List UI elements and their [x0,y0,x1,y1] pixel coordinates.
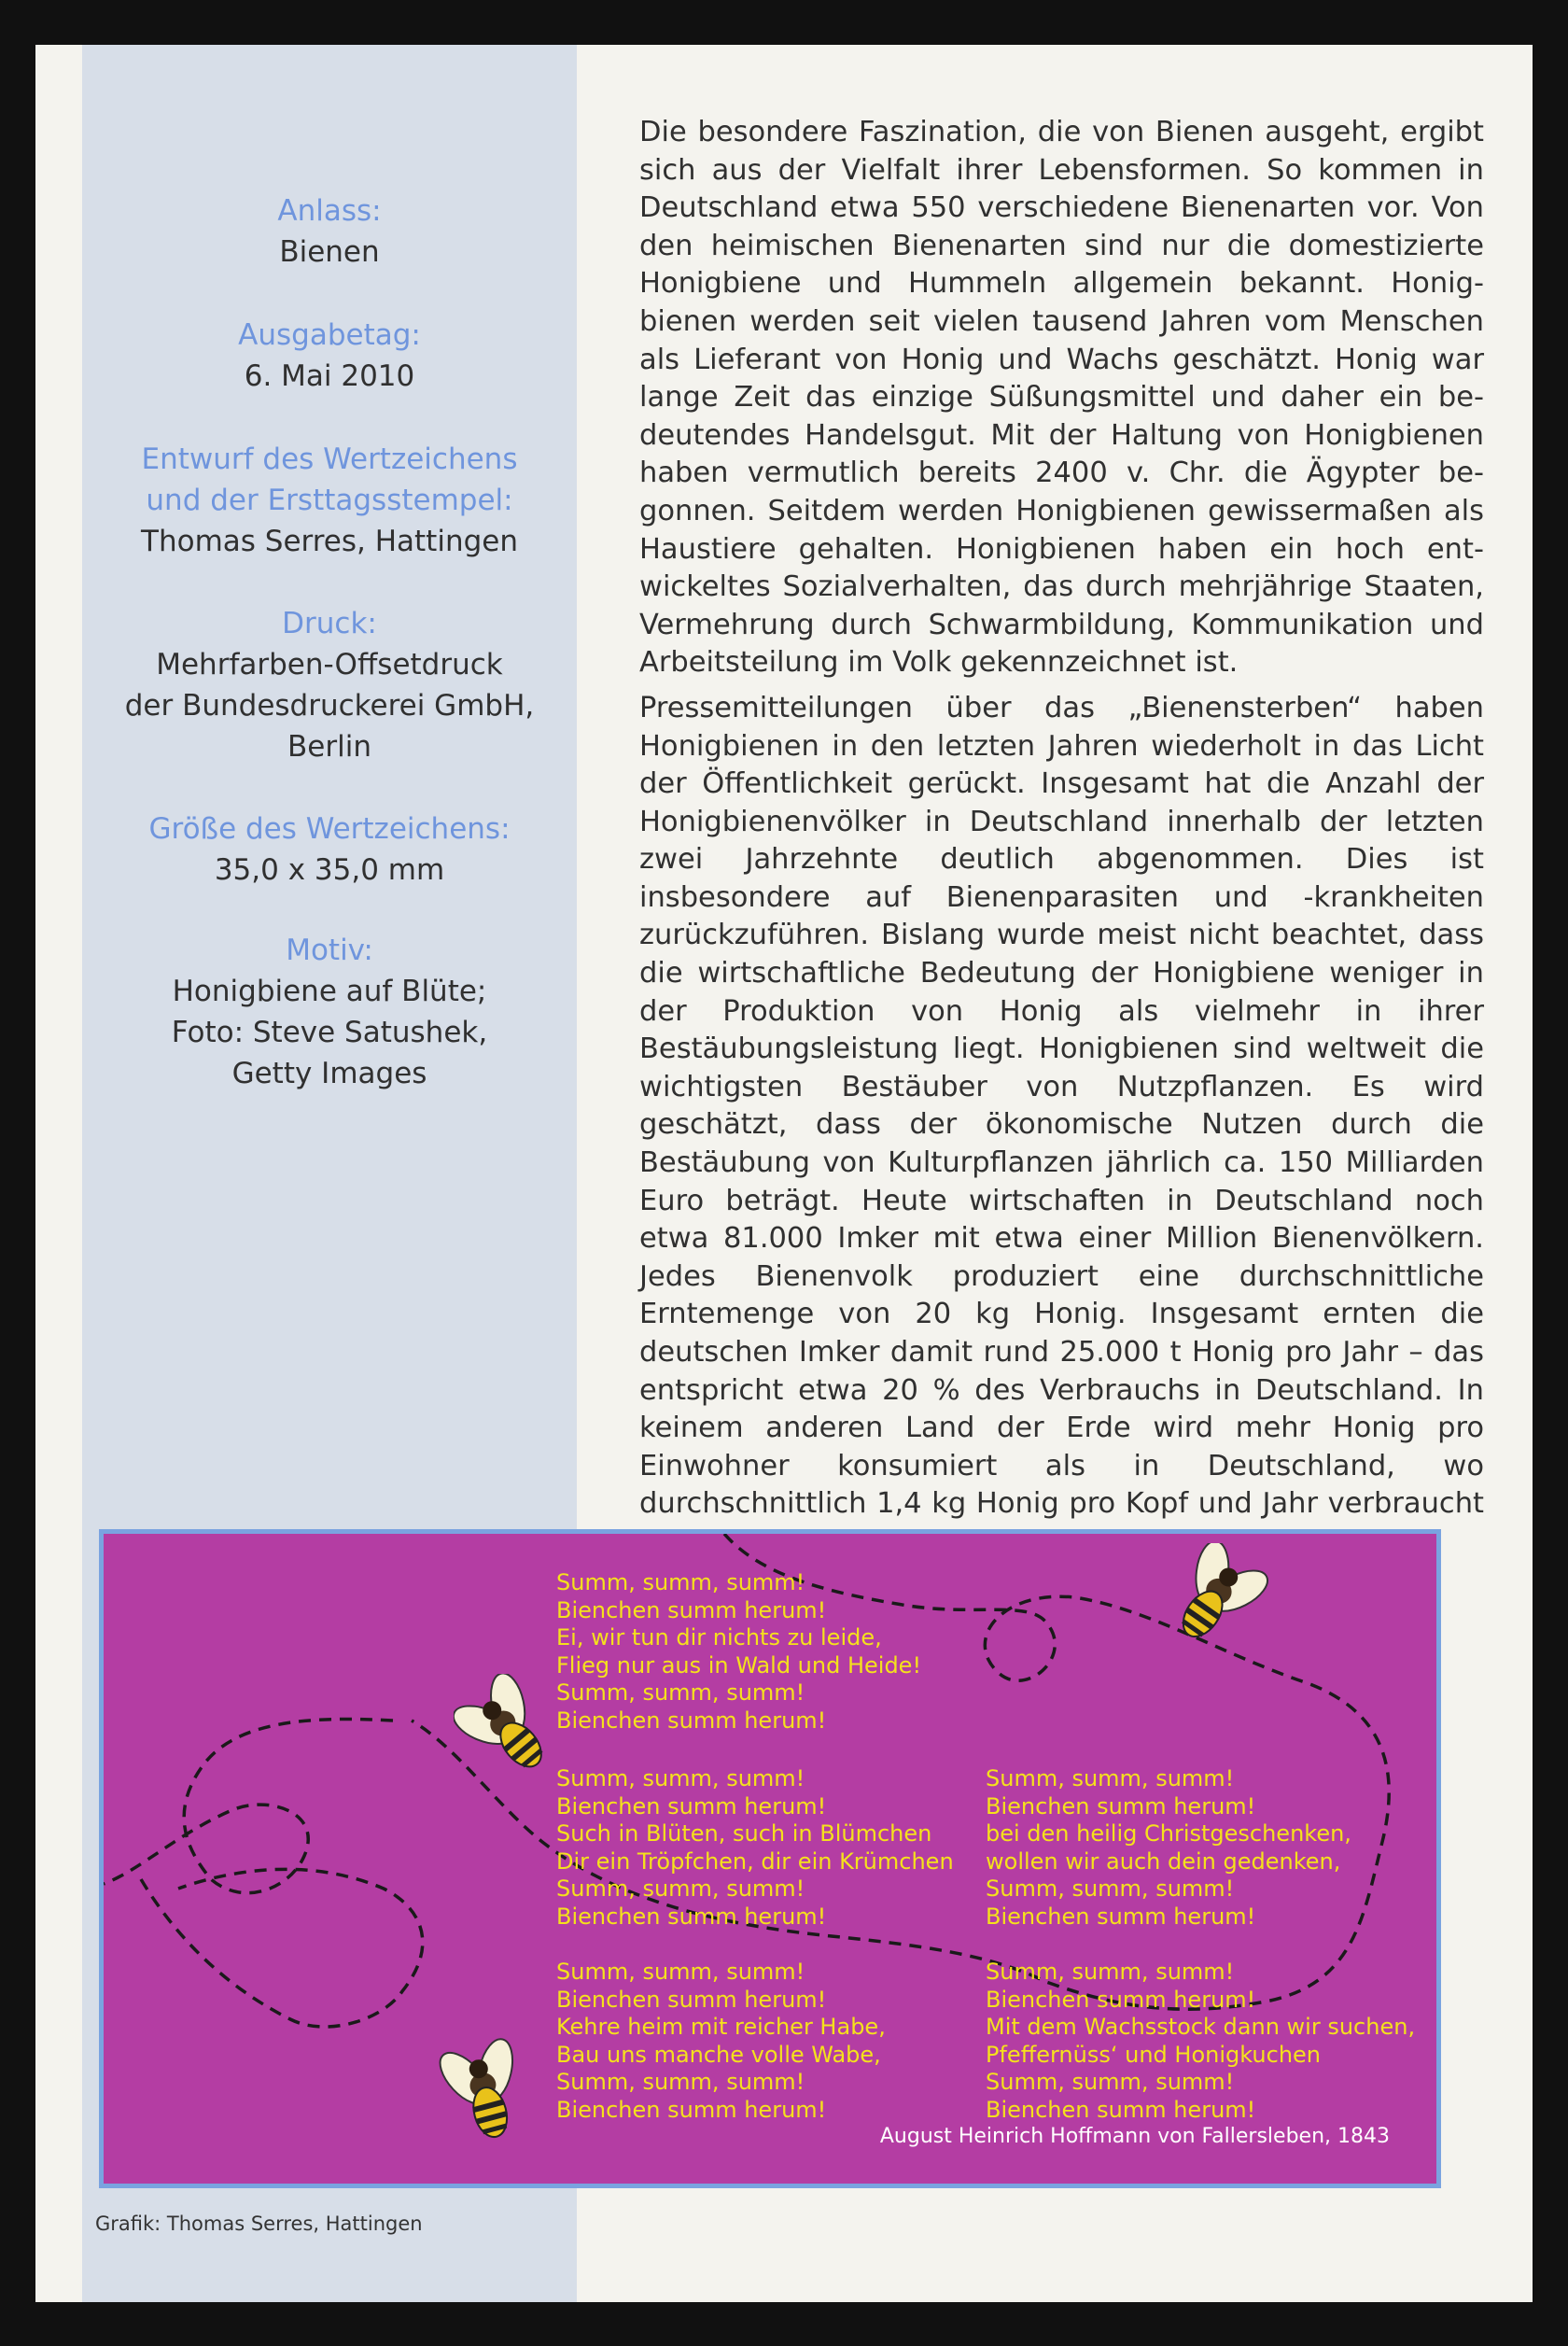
poem-line: Pfeffernüss‘ und Honigkuchen [986,2041,1322,2068]
poem-line: Bau uns manche volle Wabe, [556,2041,881,2068]
meta-value: Mehrfarben-Offsetdruck [156,648,503,681]
graphic-credit: Grafik: Thomas Serres, Hattingen [95,2213,423,2235]
meta-label: Größe des Wertzeichens: [148,812,511,846]
meta-label: Entwurf des Wertzeichens [141,443,518,476]
poem-line: Mit dem Wachsstock dann wir suchen, [986,2014,1416,2040]
poem-line: Summ, summ, summ! [986,1875,1235,1902]
meta-print [82,603,577,767]
poem-stanza [556,1765,954,1931]
honeybee-illustration [1158,1543,1270,1655]
poem-stanza [556,1959,886,2124]
meta-value: 6. Mai 2010 [244,359,415,393]
poem-line: Dir ein Tröpfchen, dir ein Krümchen [556,1847,954,1875]
poem-line: Summ, summ, summ! [986,1959,1235,1985]
poem-line: Summ, summ, summ! [556,1679,805,1706]
article-paragraph: Die besondere Faszination, die von Bienen ausgeht, ergibt sich aus der Vielfalt ihrer Lebensformen. So kommen in Deutschland etwa 550 verschiedene Bienenarten vor. Von den heimischen Bienenarten sind nur die domestizierte Honigbiene und Hummeln allgemein bekannt. Honigbienen werden seit vielen tausend Jahren vom Menschen als Lieferant von Honig und Wachs geschätzt. Honig war lange Zeit das einzige Süßungsmittel und daher ein bedeutendes Handelsgut. Mit der Haltung von Honigbienen haben vermutlich bereits 2400 v. Chr. die Ägypter begonnen. Seitdem werden Honigbienen gewissermaßen als Haustiere gehalten. Honigbienen haben ein hoch entwickeltes Sozialverhalten, das durch mehrjährige Staaten, Vermehrung durch Schwarmbildung, Kommunikation und Arbeitsteilung im Volk gekennzeichnet ist. [639,116,1484,680]
meta-issue-date [82,315,577,397]
poem-line: Bienchen summ herum! [556,1792,827,1819]
poem-line: Summ, summ, summ! [986,1765,1235,1791]
poem-stanza [986,1765,1351,1931]
meta-label: Motiv: [286,934,373,967]
document-page [35,45,1533,2302]
meta-value: Getty Images [231,1057,427,1090]
meta-occasion [82,190,577,273]
article-paragraph: Pressemitteilungen über das „Bienensterben“ haben Honigbienen in den letzten Jahren wiederholt in das Licht der Öffentlichkeit gerückt. Insgesamt hat die Anzahl der Honigbienenvölker in Deutschland innerhalb der letzten zwei Jahrzehnte deutlich abgenommen. Dies ist insbesondere auf Bienenparasiten und -krankheiten zurückzuführen. Bislang wurde meist nicht beachtet, dass die wirtschaftliche Bedeutung der Honigbiene weniger in der Produktion von Honig als vielmehr in ihrer Bestäubungsleistung liegt. Honigbienen sind weltweit die wichtigsten Bestäuber von Nutzpflanzen. Es wird geschätzt, dass der ökonomische Nutzen durch die Bestäubung von Kulturpflanzen jährlich ca. 150 Milliarden Euro beträgt. Heute wirtschaften in Deutschland noch etwa 81.000 Imker mit etwa einer Million Bienenvölkern. Jedes Bienenvolk produziert eine durchschnittliche Erntemenge von 20 kg Honig. Insgesamt ernten die deutschen Imker damit rund 25.000 t Honig pro Jahr – das entspricht etwa 20 % des Verbrauchs in Deutschland. In keinem anderen Land der Erde wird mehr Honig pro Einwohner konsumiert als in Deutschland, wo durchschnittlich 1,4 kg Honig pro Kopf und Jahr verbraucht [639,691,1484,1521]
poem-line: Bienchen summ herum! [986,2096,1256,2123]
poem-line: Flieg nur aus in Wald und Heide! [556,1651,922,1679]
honeybee-illustration [454,1674,566,1786]
poem-line: Summ, summ, summ! [556,2069,805,2095]
poem-line: Bienchen summ herum! [556,1903,827,1930]
poem-line: Such in Blüten, such in Blümchen [556,1820,932,1847]
poem-line: Bienchen summ herum! [986,1986,1256,2013]
poem-line: wollen wir auch dein gedenken, [986,1847,1341,1875]
poem-credit: August Heinrich Hoffmann von Fallersleben, 1843 [879,2125,1390,2148]
meta-label: Anlass: [277,194,382,228]
meta-label: und der Ersttagsstempel: [146,484,513,517]
poem-line: Kehre heim mit reicher Habe, [556,2014,886,2040]
poem-line: Bienchen summ herum! [986,1903,1256,1930]
poem-line: Bienchen summ herum! [556,1596,827,1623]
poem-graphic [99,1529,1441,2188]
poem-line: Summ, summ, summ! [556,1875,805,1902]
meta-value: der Bundesdruckerei GmbH, [124,689,535,723]
meta-motif [82,930,577,1094]
meta-value: Thomas Serres, Hattingen [141,525,518,558]
poem-stanza [556,1569,921,1735]
poem-line: Bienchen summ herum! [556,1986,827,2013]
meta-design [82,439,577,562]
flight-path [104,1719,393,1892]
meta-size [82,808,577,891]
flight-path [141,1869,423,2027]
poem-line: Summ, summ, summ! [556,1959,805,1985]
meta-value: Berlin [287,730,371,764]
meta-label: Druck: [282,607,377,640]
meta-value: Bienen [279,235,380,269]
poem-line: Summ, summ, summ! [986,2069,1235,2095]
poem-line: Summ, summ, summ! [556,1765,805,1791]
article-text [639,114,1484,1569]
poem-line: Bienchen summ herum! [556,2096,827,2123]
meta-value: Foto: Steve Satushek, [171,1016,488,1049]
meta-value: 35,0 x 35,0 mm [214,853,445,887]
poem-line: Summ, summ, summ! [556,1569,805,1595]
poem-line: bei den heilig Christgeschenken, [986,1820,1351,1847]
honeybee-illustration [430,2038,542,2150]
meta-value: Honigbiene auf Blüte; [172,975,487,1008]
meta-label: Ausgabetag: [238,318,421,352]
poem-line: Bienchen summ herum! [556,1707,827,1734]
poem-line: Bienchen summ herum! [986,1792,1256,1819]
poem-stanza [986,1959,1415,2124]
poem-line: Ei, wir tun dir nichts zu leide, [556,1624,882,1651]
